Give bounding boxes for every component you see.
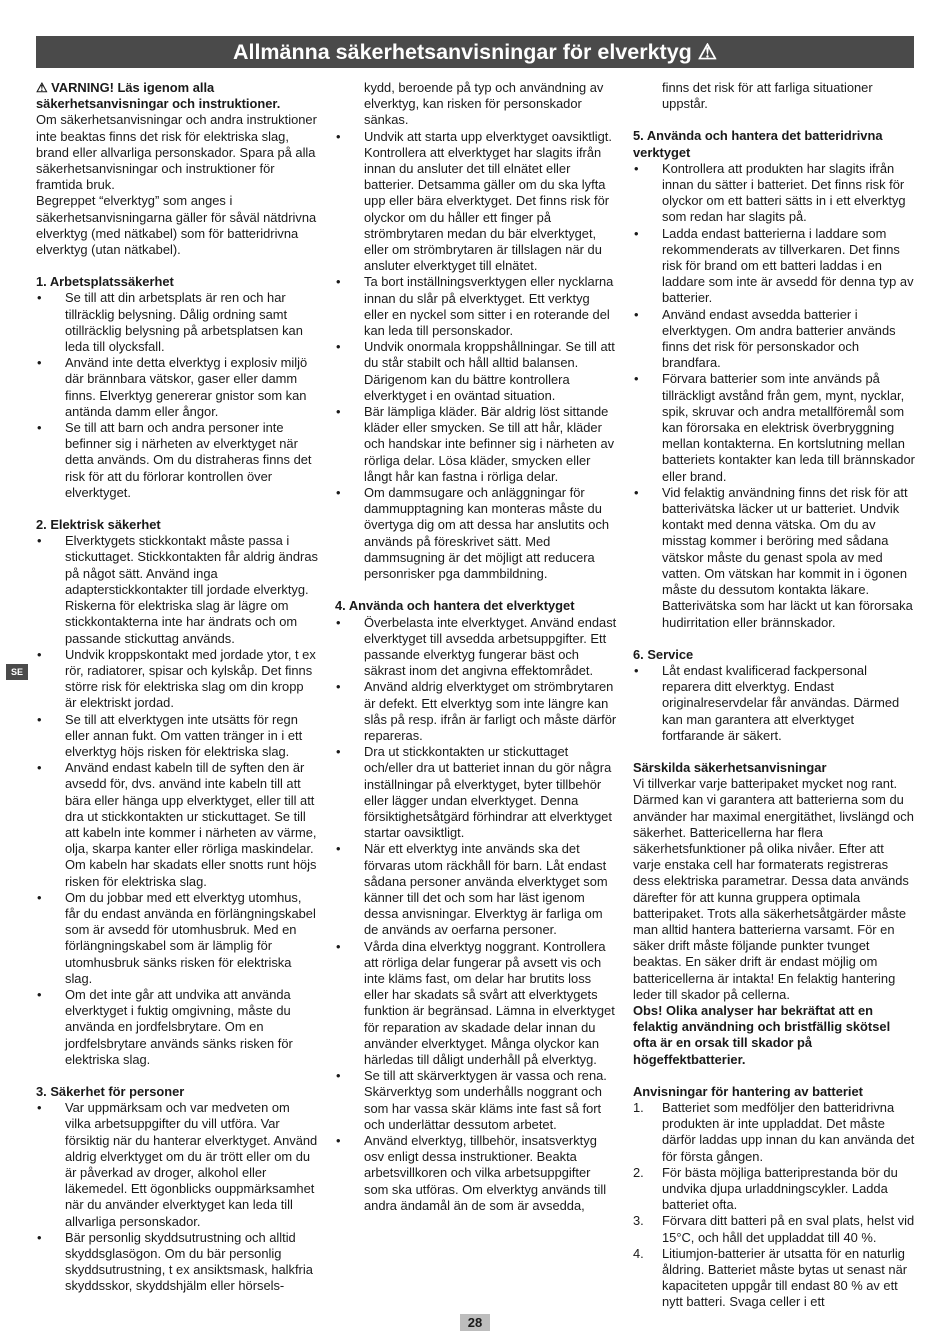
list-item: • Om du jobbar med ett elverktyg utomhus, får du endast använda en förlängningskabel som är avsedd för utomhusbruk. Med en förlängningskabel som är lämplig för utomhusbruk sänks risken för elektriska slag.	[36, 890, 318, 987]
column-right	[633, 80, 915, 1311]
item-number: 1.	[633, 1099, 644, 1115]
page-title: Allmänna säkerhetsanvisningar för elverktyg ⚠	[36, 36, 914, 68]
section-heading-personal: 3. Säkerhet för personer	[36, 1083, 185, 1099]
section-heading-tool-use: 4. Använda och hantera det elverktyget	[335, 598, 575, 614]
list-item: • Dra ut stickkontakten ur stickuttaget och/eller dra ut batteriet innan du gör några inställningar på elverktyget, byter tillbehör eller lägger undan elverktyget. Denna försiktighetsåtgärd förhindrar att elverktyget startar oavsiktligt.	[335, 744, 617, 841]
obs-text: Obs! Olika analyser har bekräftat att en felaktig användning och bristfällig skötsel ofta är en orsak till skador på högeffektbatterier.	[633, 1002, 891, 1067]
numbered-item	[633, 1246, 915, 1311]
list-item: • Om dammsugare och anläggningar för dammupptagning kan monteras måste du övertyga dig om att dessa har anslutits och används på föreskrivet sätt. Med dammsugning är det möjligt att reducera personrisker pga dammbildning.	[335, 485, 617, 582]
intro-text: Om säkerhetsanvisningar och andra instruktioner inte beaktas finns det risk för elektriska slag, brand eller allvarliga personskador. Spara på alla säkerhetsanvisningar och instruktioner för framtida bruk.	[36, 112, 317, 193]
list-item: • Vårda dina elverktyg noggrant. Kontrollera att rörliga delar fungerar på avsett vis och inte kläms fast, om delar har brutits loss eller har skadats så svårt att elverktygets funktion är begränsad. Lämna in elverktyget för reparation av skadade delar innan du använder elverktyget. Många olyckor kan härledas till dåligt underhåll på elverktyg.	[335, 939, 617, 1069]
item-number: 3.	[633, 1213, 644, 1229]
list-item: • Om det inte går att undvika att använda elverktyget i fuktig omgivning, måste du använda en jordfelsbrytare. Om en jordfelsbrytare används sänks risken för elektriska slag.	[36, 987, 318, 1068]
item-number: 2.	[633, 1164, 644, 1180]
service-list	[633, 663, 915, 744]
personal-list	[36, 1100, 318, 1294]
battery-handling-list	[633, 1100, 915, 1311]
list-item: • Låt endast kvalificerad fackpersonal reparera ditt elverktyg. Endast originalreservdelar får användas. Därmed kan man garantera att elverktyget fortfarande är säkert.	[633, 663, 915, 744]
personal-list-continued	[335, 80, 617, 129]
list-item: • Förvara batterier som inte används på tillräckligt avstånd från gem, mynt, nycklar, spik, skruvar och andra metallföremål som kan förorsaka en elektrisk överbryggning mellan kontakterna. En kortslutning mellan batteriets kontakter kan leda till brännskador eller brand.	[633, 371, 915, 484]
list-item: • Undvik onormala kroppshållningar. Se till att du står stabilt och håll alltid balansen. Därigenom kan du bättre kontrollera elverktyget i en oväntad situation.	[335, 339, 617, 404]
section-heading-service: 6. Service	[633, 646, 694, 662]
battery-tool-list	[633, 161, 915, 631]
list-item: • Kontrollera att produkten har slagits ifrån innan du sätter i batteriet. Det finns risk för olyckor om ett batteri sätts in i ett elverktyg som redan har slagits på.	[633, 161, 915, 226]
item-text: För bästa möjliga batteriprestanda bör du undvika djupa urladdningscykler. Ladda batteriet ofta.	[662, 1164, 898, 1213]
column-middle	[335, 80, 617, 1214]
tool-use-list-continued	[633, 80, 915, 112]
list-item: • Använd inte detta elverktyg i explosiv miljö där brännbara vätskor, gaser eller damm finns. Elverktyg genererar gnistor som kan antända damm eller ångor.	[36, 355, 318, 420]
workplace-list	[36, 290, 318, 501]
list-item: • Ladda endast batterierna i laddare som rekommenderats av tillverkaren. Det finns risk för brand om ett batteri laddas i en laddare som inte är avsedd för denna typ av batterier.	[633, 226, 915, 307]
language-tab: SE	[6, 664, 28, 680]
section-heading-battery-tool: 5. Använda och hantera det batteridrivna verktyget	[633, 128, 883, 160]
intro-text-2: Begreppet “elverktyg” som anges i säkerhetsanvisningarna gäller för såväl nätdrivna elverktyg (med nätkabel) som för batteridrivna elverktyg (utan nätkabel).	[36, 193, 317, 258]
section-heading-electrical: 2. Elektrisk säkerhet	[36, 517, 161, 533]
list-item-continued: kydd, beroende på typ och användning av elverktyg, kan risken för personskador sänkas.	[364, 80, 604, 128]
section-heading-special: Särskilda säkerhetsanvisningar	[633, 759, 827, 775]
list-item: • Vid felaktig användning finns det risk för att batterivätska läcker ut ur batteriet. Undvik kontakt med denna vätska. Om du av misstag kommer i beröring med sådana vätskor måste du genast spola av med vatten. Om vätskan har kommit in i ögonen måste du dessutom kontakta läkare. Batterivätska som har läckt ut kan förorsaka hudirritation eller brännskador.	[633, 485, 915, 631]
list-item: • Använd elverktyg, tillbehör, insatsverktyg osv enligt dessa instruktioner. Beakta arbetsvillkoren och vilka arbetsuppgifter som ska utföras. Om elverktyg används till andra ändamål än de som är avsedda,	[335, 1133, 617, 1214]
section-heading-battery-handling: Anvisningar för hantering av batteriet	[633, 1083, 863, 1099]
list-item: • Bär lämpliga kläder. Bär aldrig löst sittande kläder eller smycken. Se till att hår, kläder och handskar inte befinner sig i närheten av rörliga delar. Lösa kläder, smycken eller långt hår kan fastna i rörliga delar.	[335, 404, 617, 485]
numbered-item	[633, 1213, 915, 1245]
list-item: • Se till att barn och andra personer inte befinner sig i närheten av elverktyget när detta används. Om du distraheras finns det risk för att du förlorar kontrollen över elverktyget.	[36, 420, 318, 501]
page-number: 28	[460, 1314, 490, 1331]
item-text: Batteriet som medföljer den batteridrivna produkten är inte uppladdat. Det måste därför laddas upp innan du kan använda det för första gången.	[662, 1099, 915, 1164]
list-item: • Se till att elverktygen inte utsätts för regn eller annan fukt. Om vatten tränger in i ett elverktyg höjs risken för elektriska slag.	[36, 712, 318, 761]
list-item: • Bär personlig skyddsutrustning och alltid skyddsglasögon. Om du bär personlig skyddsutrustning, t ex ansiktsmask, halkfria skyddsskor, skyddshjälm eller hörsels-	[36, 1230, 318, 1295]
section-heading-workplace: 1. Arbetsplatssäkerhet	[36, 274, 174, 290]
list-item: • Använd aldrig elverktyget om strömbrytaren är defekt. Ett elverktyg som inte längre kan slås på resp. ifrån är farligt och måste därför repareras.	[335, 679, 617, 744]
list-item: • Använd endast avsedda batterier i elverktygen. Om andra batterier används finns det risk för personskador och brandfara.	[633, 307, 915, 372]
personal-list-2	[335, 129, 617, 583]
electrical-list	[36, 533, 318, 1068]
tool-use-list	[335, 615, 617, 1215]
list-item: • Var uppmärksam och var medveten om vilka arbetsuppgifter du vill utföra. Var försiktig när du hanterar elverktyget. Använd aldrig elverktyget om du är trött eller om du är påverkad av droger, alkohol eller läkemedel. Ett ögonblicks ouppmärksamhet när du använder elverktyget kan leda till allvarliga personskador.	[36, 1100, 318, 1230]
numbered-item	[633, 1100, 915, 1165]
item-text: Litiumjon-batterier är utsatta för en naturlig åldring. Batteriet måste bytas ut senast när kapaciteten uppgår till endast 80 % av ett nytt batteri. Svaga celler i ett	[662, 1245, 908, 1310]
warning-heading: ⚠ VARNING! Läs igenom alla säkerhetsanvisningar och instruktioner.	[36, 80, 281, 112]
special-text: Vi tillverkar varje batteripaket mycket nog rant. Därmed kan vi garantera att batterierna som du använder har maximal energitäthet, livslängd och säkerhet. Battericellerna har flera säkerhetsfunktioner på olika nivåer. Efter att varje enstaka cell har formaterats registreras dess elektriska parametrar. Dessa data används därefter för att kunna gruppera optimala batteripaket. Trots alla säkerhetsåtgärder måste man alltid hantera batterierna varsamt. För en säker drift måste följande punkter tvunget beaktas. En säker drift är endast möjlig om battericellerna är intakta! En felaktig hantering leder till skador på cellerna.	[633, 776, 914, 1002]
list-item: • Se till att din arbetsplats är ren och har tillräcklig belysning. Dålig ordning samt otillräcklig belysning på arbetsplatsen kan leda till olycksfall.	[36, 290, 318, 355]
list-item: • Överbelasta inte elverktyget. Använd endast elverktyget till avsedda arbetsuppgifter. Ett passande elverktyg fungerar bäst och säkrast inom det angivna effektområdet.	[335, 615, 617, 680]
list-item: • När ett elverktyg inte används ska det förvaras utom räckhåll för barn. Låt endast sådana personer använda elverktyget som känner till det och som har läst igenom dessa anvisningar. Elverktyg är farliga om de används av oerfarna personer.	[335, 841, 617, 938]
item-text: Förvara ditt batteri på en sval plats, helst vid 15°C, och håll det uppladdat till 40 %.	[662, 1213, 915, 1245]
list-item: • Elverktygets stickkontakt måste passa i stickuttaget. Stickkontakten får aldrig ändras på något sätt. Använd inga adapterstickkontakter till jordade elverktyg. Riskerna för elektriska slag är lägre om stickkontakterna inte har ändrats och om passande stickuttag används.	[36, 533, 318, 646]
numbered-item	[633, 1165, 915, 1214]
list-item: • Se till att skärverktygen är vassa och rena. Skärverktyg som underhålls noggrant och som har vassa skär kläms inte fast så fort och underlättar dessutom arbetet.	[335, 1068, 617, 1133]
column-left	[36, 80, 318, 1295]
list-item: • Undvik att starta upp elverktyget oavsiktligt. Kontrollera att elverktyget har slagits ifrån innan du ansluter det till elnätet eller batterier. Detsamma gäller om du ska lyfta upp eller bära elverktyget. Det finns risk för olyckor om du håller ett finger på strömbrytaren medan du bär elverktyget, eller om strömbrytaren är tillslagen när du ansluter elverktyget till elnätet.	[335, 129, 617, 275]
list-item: • Använd endast kabeln till de syften den är avsedd för, dvs. använd inte kabeln till att bära eller hänga upp elverktyget, eller till att dra ut stickkontakten ur stickuttaget. Se till att kabeln inte kommer i närheten av värme, olja, skarpa kanter eller rörliga maskindelar. Om kabeln har skadats eller snotts runt höjs risken för elektriska slag.	[36, 760, 318, 890]
list-item: • Undvik kroppskontakt med jordade ytor, t ex rör, radiatorer, spisar och kylskåp. Det finns större risk för elektriska slag om din kropp är elektriskt jordad.	[36, 647, 318, 712]
list-item: • Ta bort inställningsverktygen eller nycklarna innan du slår på elverktyget. Ett verktyg eller en nyckel som sitter i en roterande del kan leda till personskador.	[335, 274, 617, 339]
item-number: 4.	[633, 1245, 644, 1261]
list-item-continued: finns det risk för att farliga situationer uppstår.	[662, 80, 873, 112]
